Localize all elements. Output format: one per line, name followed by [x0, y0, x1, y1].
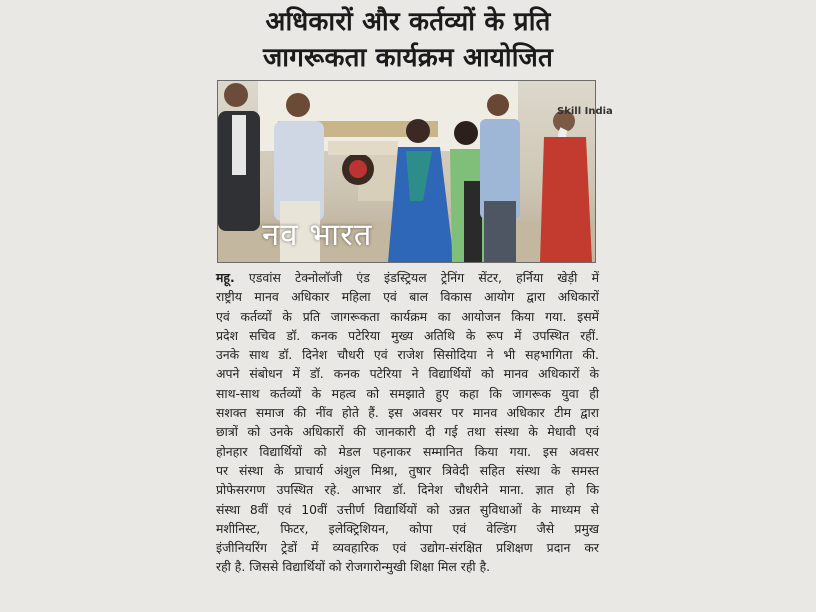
article-line: छात्रों को उनके अधिकारों की जानकारी दी गई तथा संस्था के मेधावी एवं	[216, 424, 599, 440]
headline-line-1: अधिकारों और कर्तव्यों के प्रति	[265, 7, 551, 37]
banner-text: Skill India	[557, 106, 613, 117]
dateline: महू.	[216, 270, 235, 285]
article-line: रही है. जिससे विद्यार्थियों को रोजगारोन्मुखी शिक्षा मिल रही है.	[216, 559, 491, 575]
news-photo	[217, 80, 613, 263]
article-line: उनके साथ डॉ. दिनेश चौधरी एवं राजेश सिसोदिया ने भी सहभागिता की.	[216, 347, 599, 363]
article-body	[216, 268, 599, 577]
article-line: मशीनिस्ट, फिटर, इलेक्ट्रिशियन, कोपा एवं वेल्डिंग जैसे प्रमुख	[216, 520, 599, 536]
article-line: संस्था 8वीं एवं 10वीं उत्तीर्ण विद्यार्थियों को उन्नत सुविधाओं के माध्यम से	[216, 501, 599, 517]
article-line: एवं कर्तव्यों के प्रति जागरूकता कार्यक्रम का आयोजन किया गया. इसमें	[216, 308, 599, 324]
newspaper-watermark: नव भारत	[262, 217, 373, 253]
article-line: राष्ट्रीय मानव अधिकार महिला एवं बाल विकास आयोग द्वारा अधिकारों	[216, 289, 599, 305]
article-line: प्रोफेसरगण उपस्थित रहे. आभार डॉ. दिनेश चौधरीने माना. ज्ञात हो कि	[216, 482, 599, 498]
article-line: सशक्त समाज की नींव होते हैं. इस अवसर पर मानव अधिकार टीम द्वारा	[216, 405, 599, 421]
article-line: साथ-साथ कर्तव्यों के महत्व को समझाते हुए कहा कि जागरूक युवा ही	[216, 385, 599, 401]
article-line: होनहार विद्यार्थियों को मेडल पहनाकर सम्मानित किया गया. इस अवसर	[216, 443, 599, 459]
article-line: अपने संबोधन में डॉ. कनक पटेरिया ने विद्यार्थियों को मानव अधिकारों के	[216, 366, 599, 382]
headline-line-2: जागरूकता कार्यक्रम आयोजित	[262, 43, 554, 73]
article-line: पर संस्था के प्राचार्य अंशुल मिश्रा, तुषार त्रिवेदी सहित संस्था के समस्त	[216, 462, 599, 478]
article-line: महू. एडवांस टेक्नोलॉजी एंड इंडस्ट्रियल ट्रेनिंग सेंटर, हर्निया खेड़ी में	[216, 270, 599, 285]
headline	[0, 4, 816, 76]
article-line: प्रदेश सचिव डॉ. कनक पटेरिया मुख्य अतिथि के रूप में उपस्थित रहीं.	[216, 327, 599, 343]
article-line: इंजीनियरिंग ट्रेडों में व्यवहारिक एवं उद्योग-संरक्षित प्रशिक्षण प्रदान कर	[216, 540, 599, 556]
